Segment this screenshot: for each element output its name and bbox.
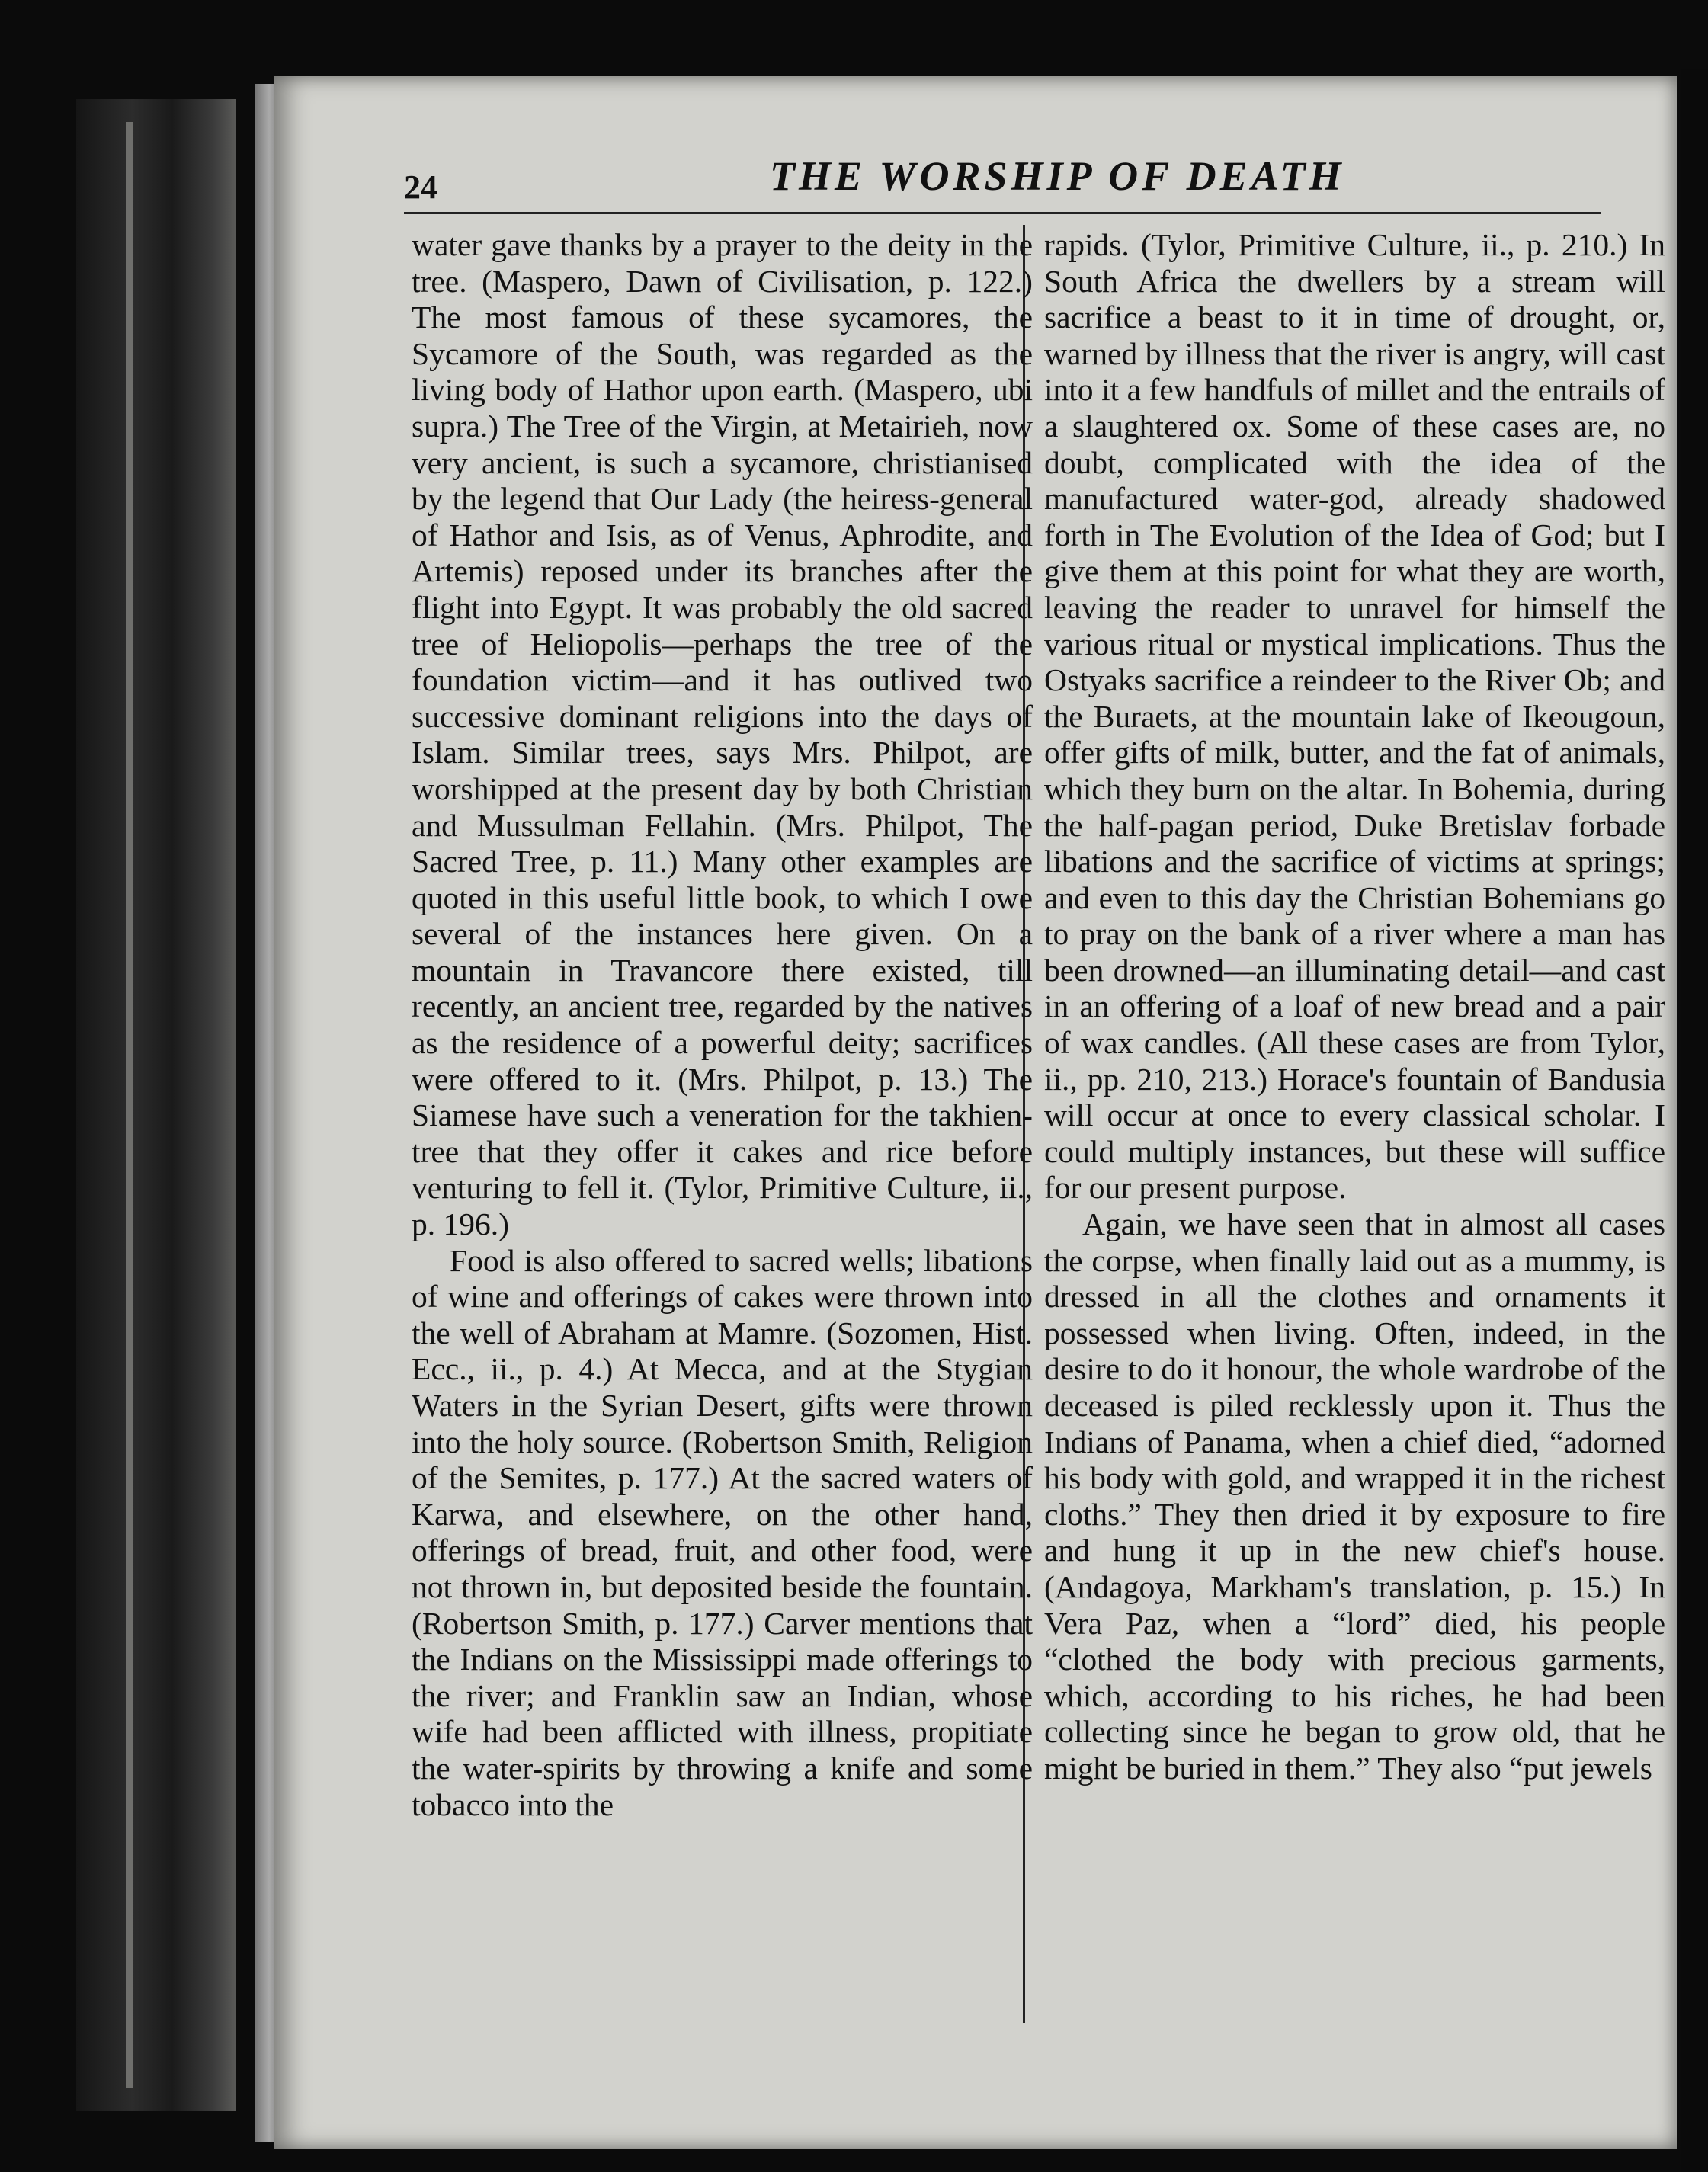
page-header: [404, 137, 1601, 213]
right-paragraph-1: rapids. (Tylor, Primitive Culture, ii., p. 210.) In South Africa the dwellers by a stream will sacrifice a beast to it in time of drought, or, warned by illness that the river is angry, will cast into it a few handfuls of millet and the entrails of a slaughtered ox. Some of these cases are, no doubt, complicated with the idea of the manufactured water-god, already shadowed forth in The Evolution of the Idea of God; but I give them at this point for what they are worth, leaving the reader to unravel for himself the various ritual or mystical implications. Thus the Ostyaks sacrifice a reindeer to the River Ob; and the Buraets, at the mountain lake of Ikeougoun, offer gifts of milk, butter, and the fat of animals, which they burn on the altar. In Bohemia, during the half-pagan period, Duke Bretislav forbade libations and the sacrifice of victims at springs; and even to this day the Christian Bohemians go to pray on the bank of a river where a man has been drowned—an illuminating detail—and cast in an offering of a loaf of new bread and a pair of wax candles. (All these cases are from Tylor, ii., pp. 210, 213.) Horace's fountain of Bandusia will occur at once to every classical scholar. I could multiply instances, but these will suffice for our present purpose.: [1044, 227, 1665, 1206]
book-spine: [76, 99, 236, 2111]
left-paragraph-1: water gave thanks by a prayer to the deity in the tree. (Maspero, Dawn of Civilisation, p. 122.) The most famous of these sycamores, the Sycamore of the South, was regarded as the living body of Hathor upon earth. (Maspero, ubi supra.) The Tree of the Virgin, at Metairieh, now very ancient, is such a sycamore, christianised by the legend that Our Lady (the heiress-general of Hathor and Isis, as of Venus, Aphrodite, and Artemis) reposed under its branches after the flight into Egypt. It was probably the old sacred tree of Heliopolis—perhaps the tree of the foundation victim—and it has outlived two successive dominant religions into the days of Islam. Similar trees, says Mrs. Philpot, are worshipped at the present day by both Christian and Mussulman Fellahin. (Mrs. Philpot, The Sacred Tree, p. 11.) Many other examples are quoted in this useful little book, to which I owe several of the instances here given. On a mountain in Travancore there existed, till recently, an ancient tree, regarded by the natives as the residence of a powerful deity; sacrifices were offered to it. (Mrs. Philpot, p. 13.) The Siamese have such a veneration for the takhien-tree that they offer it cakes and rice before venturing to fell it. (Tylor, Primitive Culture, ii., p. 196.): [412, 227, 1033, 1242]
page-number: 24: [404, 168, 437, 206]
running-title: THE WORSHIP OF DEATH: [770, 153, 1345, 199]
right-paragraph-2: Again, we have seen that in almost all cases the corpse, when finally laid out as a mummy, is dressed in all the clothes and ornaments it possessed when living. Often, indeed, in the desire to do it honour, the whole wardrobe of the deceased is piled recklessly upon it. Thus the Indians of Panama, when a chief died, “adorned his body with gold, and wrapped it in the richest cloths.” They then dried it by exposure to fire and hung it up in the new chief's house. (Andagoya, Markham's translation, p. 15.) In Vera Paz, when a “lord” died, his people “clothed the body with precious garments, which, according to his riches, he had been collecting since he began to grow old, that he might be buried in them.” They also “put jewels: [1044, 1206, 1665, 1786]
header-rule: [404, 212, 1601, 214]
spine-binding-stripe: [126, 122, 133, 2088]
right-column: [1044, 227, 1665, 2026]
left-column: [412, 227, 1033, 2041]
right-border: [1681, 69, 1708, 2172]
left-paragraph-2: Food is also offered to sacred wells; libations of wine and offerings of cakes were thrown into the well of Abraham at Mamre. (Sozomen, Hist. Ecc., ii., p. 4.) At Mecca, and at the Stygian Waters in the Syrian Desert, gifts were thrown into the holy source. (Robertson Smith, Religion of the Semites, p. 177.) At the sacred waters of Karwa, and elsewhere, on the other hand, offerings of bread, fruit, and other food, were not thrown in, but deposited beside the fountain. (Robertson Smith, p. 177.) Carver mentions that the Indians on the Mississippi made offerings to the river; and Franklin saw an Indian, whose wife had been afflicted with illness, propitiate the water-spirits by throwing a knife and some tobacco into the: [412, 1242, 1033, 1822]
